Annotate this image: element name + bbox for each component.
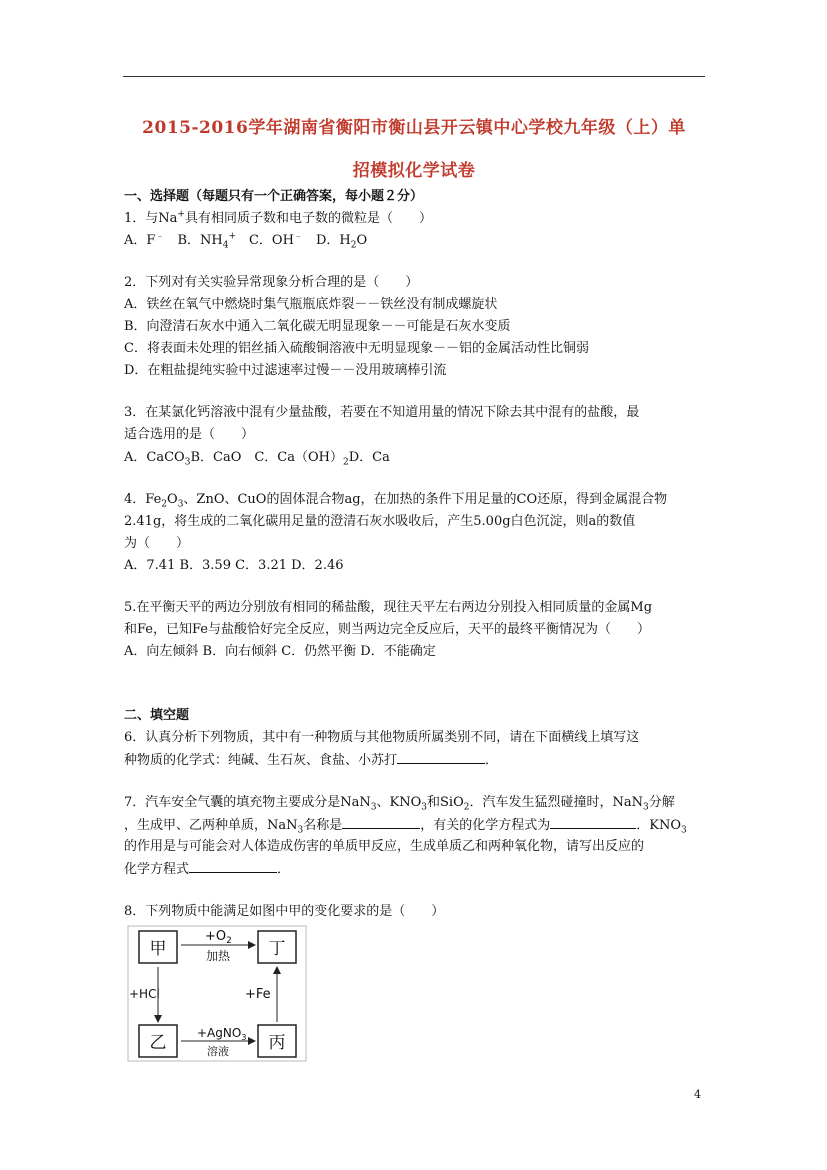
reaction-diagram — [127, 925, 307, 1062]
q7-line2: ，生成甲、乙两种单质，NaN$_3$名称是 ，有关的化学方程式为 ．$KNO_3$ — [124, 818, 687, 836]
q8-stem: 8．下列物质中能满足如图中甲的变化要求的是（ ） — [124, 904, 445, 919]
q6-answer-blank[interactable] — [397, 751, 485, 764]
q2-option-d: D．在粗盐提纯实验中过滤速率过慢－－没用玻璃棒引流 — [124, 363, 447, 378]
section2-heading: 二、填空题 — [124, 708, 190, 723]
left-label: +HCl — [129, 987, 160, 1001]
q7-equation-blank[interactable] — [550, 816, 636, 829]
right-label: +Fe — [245, 987, 271, 1002]
q1-stem: 1．与Na+具有相同质子数和电子数的微粒是（ ） — [124, 209, 432, 226]
q3-stem-line2: 适合选用的是（ ） — [124, 427, 255, 442]
q6-stem-line1: 6．认真分析下列物质，其中有一种物质与其他物质所属类别不同，请在下面横线上填写这 — [124, 730, 640, 745]
q5-stem-line2: 和Fe，已知Fe与盐酸恰好完全反应，则当两边完全反应后，天平的最终平衡情况为（ ） — [124, 622, 651, 637]
top-label-condition: 加热 — [205, 949, 231, 963]
label-yi: 乙 — [149, 1033, 167, 1053]
q4-options: A．7.41 B．3.59 C．3.21 D．2.46 — [124, 558, 344, 573]
bottom-label-condition: 溶液 — [207, 1045, 229, 1058]
top-label: $+O_2$ — [205, 929, 232, 946]
q7-name-blank[interactable] — [342, 816, 420, 829]
section1-heading: 一、选择题（每题只有一个正确答案，每小题２分） — [124, 189, 424, 204]
reaction-diagram-svg — [127, 925, 307, 1062]
page-number: 4 — [694, 1088, 701, 1101]
label-bing: 丙 — [268, 1033, 286, 1053]
q2-option-b: B．向澄清石灰水中通入二氧化碳无明显现象－－可能是石灰水变质 — [124, 319, 511, 334]
header-rule — [123, 76, 705, 77]
q1-options: A．F﹣ B．$NH_4^+$ C．OH﹣ D．$H_2O$ — [124, 231, 368, 251]
label-ding: 丁 — [268, 939, 286, 959]
q7-line1: 7．汽车安全气囊的填充物主要成分是NaN$_3$、$KNO_3$和SiO$_2$．汽车发生猛烈碰撞时，NaN$_3$分解 — [124, 795, 675, 813]
bottom-label: +AgNO$_3$ — [197, 1026, 247, 1042]
q5-options: A．向左倾斜 B．向右倾斜 C．仍然平衡 D．不能确定 — [124, 644, 436, 659]
label-jia: 甲 — [149, 939, 167, 959]
q2-stem: 2．下列对有关实验异常现象分析合理的是（ ） — [124, 275, 419, 290]
q5-stem-line1: 5.在平衡天平的两边分别放有相同的稀盐酸，现往天平左右两边分别投入相同质量的金属Mg — [124, 600, 653, 615]
q2-option-a: A．铁丝在氧气中燃烧时集气瓶瓶底炸裂－－铁丝没有制成螺旋状 — [124, 297, 498, 312]
q3-options: A．CaCO$_3$B．CaO C．$Ca(OH)_2D$．Ca — [124, 450, 390, 468]
q6-stem-line2: 种物质的化学式：纯碱、生石灰、食盐、小苏打 ． — [124, 753, 499, 768]
q2-option-c: C．将表面未处理的铝丝插入硫酸铜溶液中无明显现象－－铝的金属活动性比铜弱 — [124, 341, 589, 356]
q7-line3: 的作用是与可能会对人体造成伤害的单质甲反应，生成单质乙和两种氧化物，请写出反应的 — [124, 839, 645, 854]
q4-stem-line3: 为（ ） — [124, 536, 190, 551]
q4-stem-line2: 2.41g，将生成的二氧化碳用足量的澄清石灰水吸收后，产生5.00g白色沉淀，则a的数值 — [124, 514, 636, 529]
q4-stem-line1: 4．$Fe_2O_3$、ZnO、CuO的固体混合物ag，在加热的条件下用足量的CO还原，得到金属混合物 — [124, 492, 668, 510]
document-title-line2: 招模拟化学试卷 — [352, 161, 476, 181]
q3-stem-line1: 3．在某氯化钙溶液中混有少量盐酸，若要在不知道用量的情况下除去其中混有的盐酸，最 — [124, 405, 640, 420]
q7-line4: 化学方程式 ． — [124, 862, 291, 877]
document-title-line1: 2015-2016学年湖南省衡阳市衡山县开云镇中心学校九年级（上）单 — [142, 118, 686, 138]
q7-equation2-blank[interactable] — [189, 860, 277, 873]
